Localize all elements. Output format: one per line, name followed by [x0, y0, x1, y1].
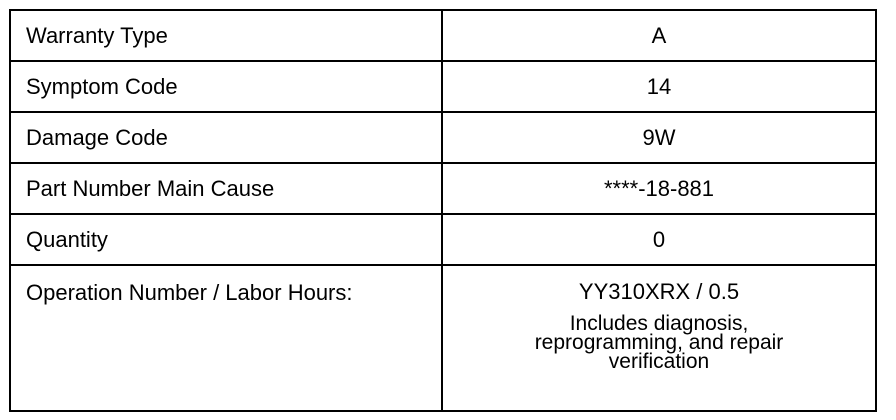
row-value: ****-18-881 — [442, 163, 876, 214]
row-label: Part Number Main Cause — [10, 163, 442, 214]
row-label: Operation Number / Labor Hours: — [10, 265, 442, 411]
operation-note — [458, 314, 860, 371]
table-row-symptom-code — [10, 61, 876, 112]
row-value: 9W — [442, 112, 876, 163]
warranty-info-table — [9, 9, 877, 412]
row-value: A — [442, 10, 876, 61]
table-row-operation — [10, 265, 876, 411]
operation-note-line: reprogramming, and repair — [534, 331, 784, 354]
row-label: Quantity — [10, 214, 442, 265]
operation-value: YY310XRX / 0.5 — [578, 279, 740, 304]
operation-cell — [442, 265, 876, 411]
operation-note-line: verification — [608, 350, 710, 373]
table-row-damage-code — [10, 112, 876, 163]
table-row-part-number — [10, 163, 876, 214]
row-label: Warranty Type — [10, 10, 442, 61]
operation-note-line: Includes diagnosis, — [569, 312, 749, 335]
row-value: 14 — [442, 61, 876, 112]
table-row-quantity — [10, 214, 876, 265]
row-label: Damage Code — [10, 112, 442, 163]
row-value: 0 — [442, 214, 876, 265]
warranty-table-body — [10, 10, 876, 411]
row-label: Symptom Code — [10, 61, 442, 112]
table-row-warranty-type — [10, 10, 876, 61]
